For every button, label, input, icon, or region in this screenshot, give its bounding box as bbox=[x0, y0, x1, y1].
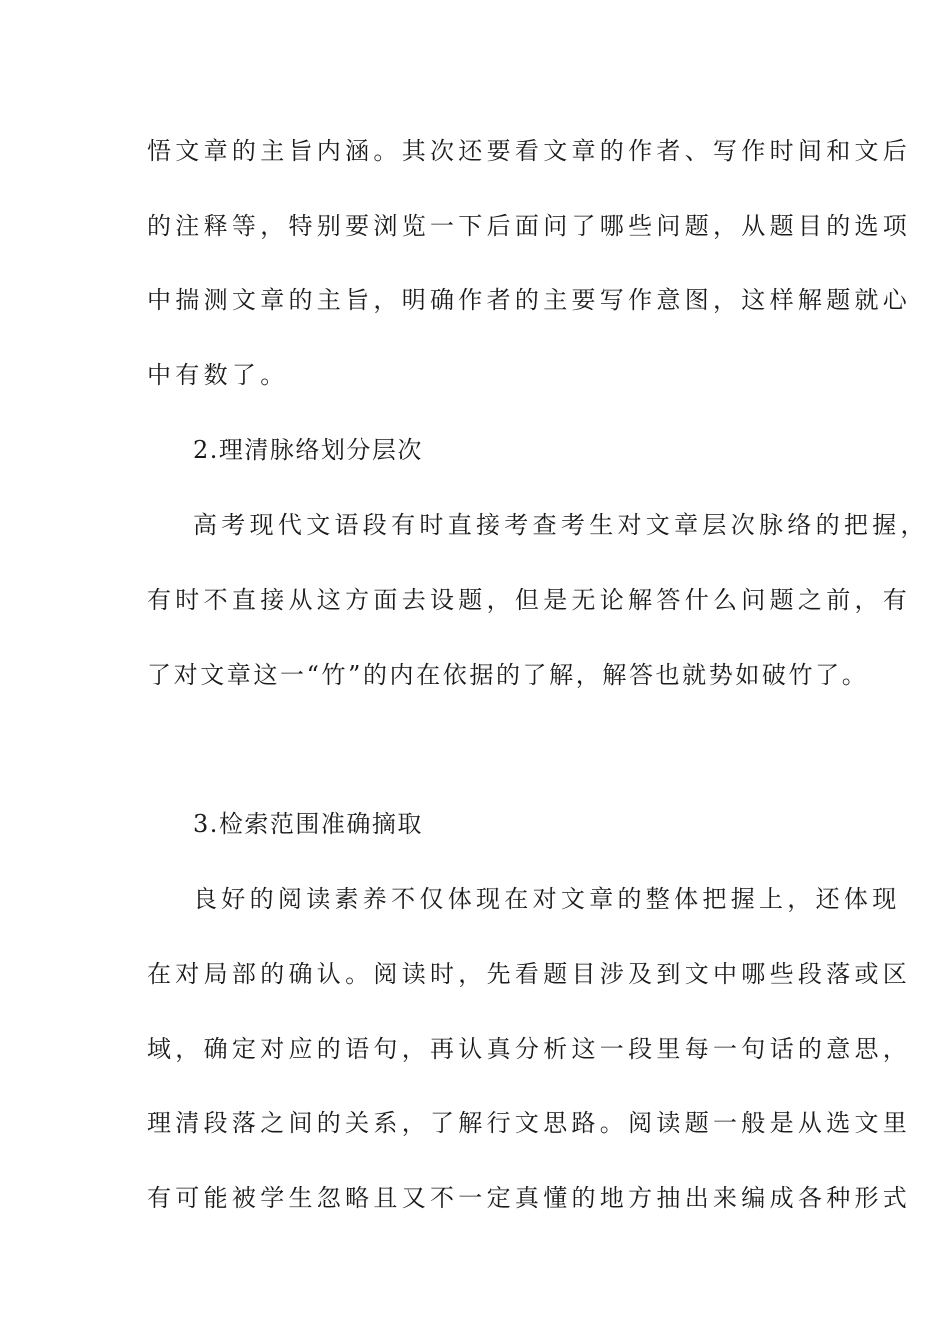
text-line: 了对文章这一“竹”的内在依据的了解，解答也就势如破竹了。 bbox=[147, 661, 869, 689]
text-line: 良好的阅读素养不仅体现在对文章的整体把握上，还体现 bbox=[193, 885, 901, 913]
text-line: 中揣测文章的主旨，明确作者的主要写作意图，这样解题就心 bbox=[147, 286, 912, 314]
text-line: 悟文章的主旨内涵。其次还要看文章的作者、写作时间和文后 bbox=[147, 137, 912, 165]
text-line: 域，确定对应的语句，再认真分析这一段里每一句话的意思， bbox=[147, 1035, 912, 1063]
section-heading: 3.检索范围准确摘取 bbox=[193, 810, 423, 838]
text-line: 在对局部的确认。阅读时，先看题目涉及到文中哪些段落或区 bbox=[147, 960, 912, 988]
section-heading: 2.理清脉络划分层次 bbox=[193, 436, 423, 464]
text-line: 有可能被学生忽略且又不一定真懂的地方抽出来编成各种形式 bbox=[147, 1184, 912, 1212]
text-line: 高考现代文语段有时直接考查考生对文章层次脉络的把握， bbox=[193, 511, 929, 539]
text-line: 有时不直接从这方面去设题，但是无论解答什么问题之前，有 bbox=[147, 586, 912, 614]
text-line: 中有数了。 bbox=[147, 361, 289, 389]
text-line: 理清段落之间的关系，了解行文思路。阅读题一般是从选文里 bbox=[147, 1109, 912, 1137]
text-line: 的注释等，特别要浏览一下后面问了哪些问题，从题目的选项 bbox=[147, 212, 912, 240]
